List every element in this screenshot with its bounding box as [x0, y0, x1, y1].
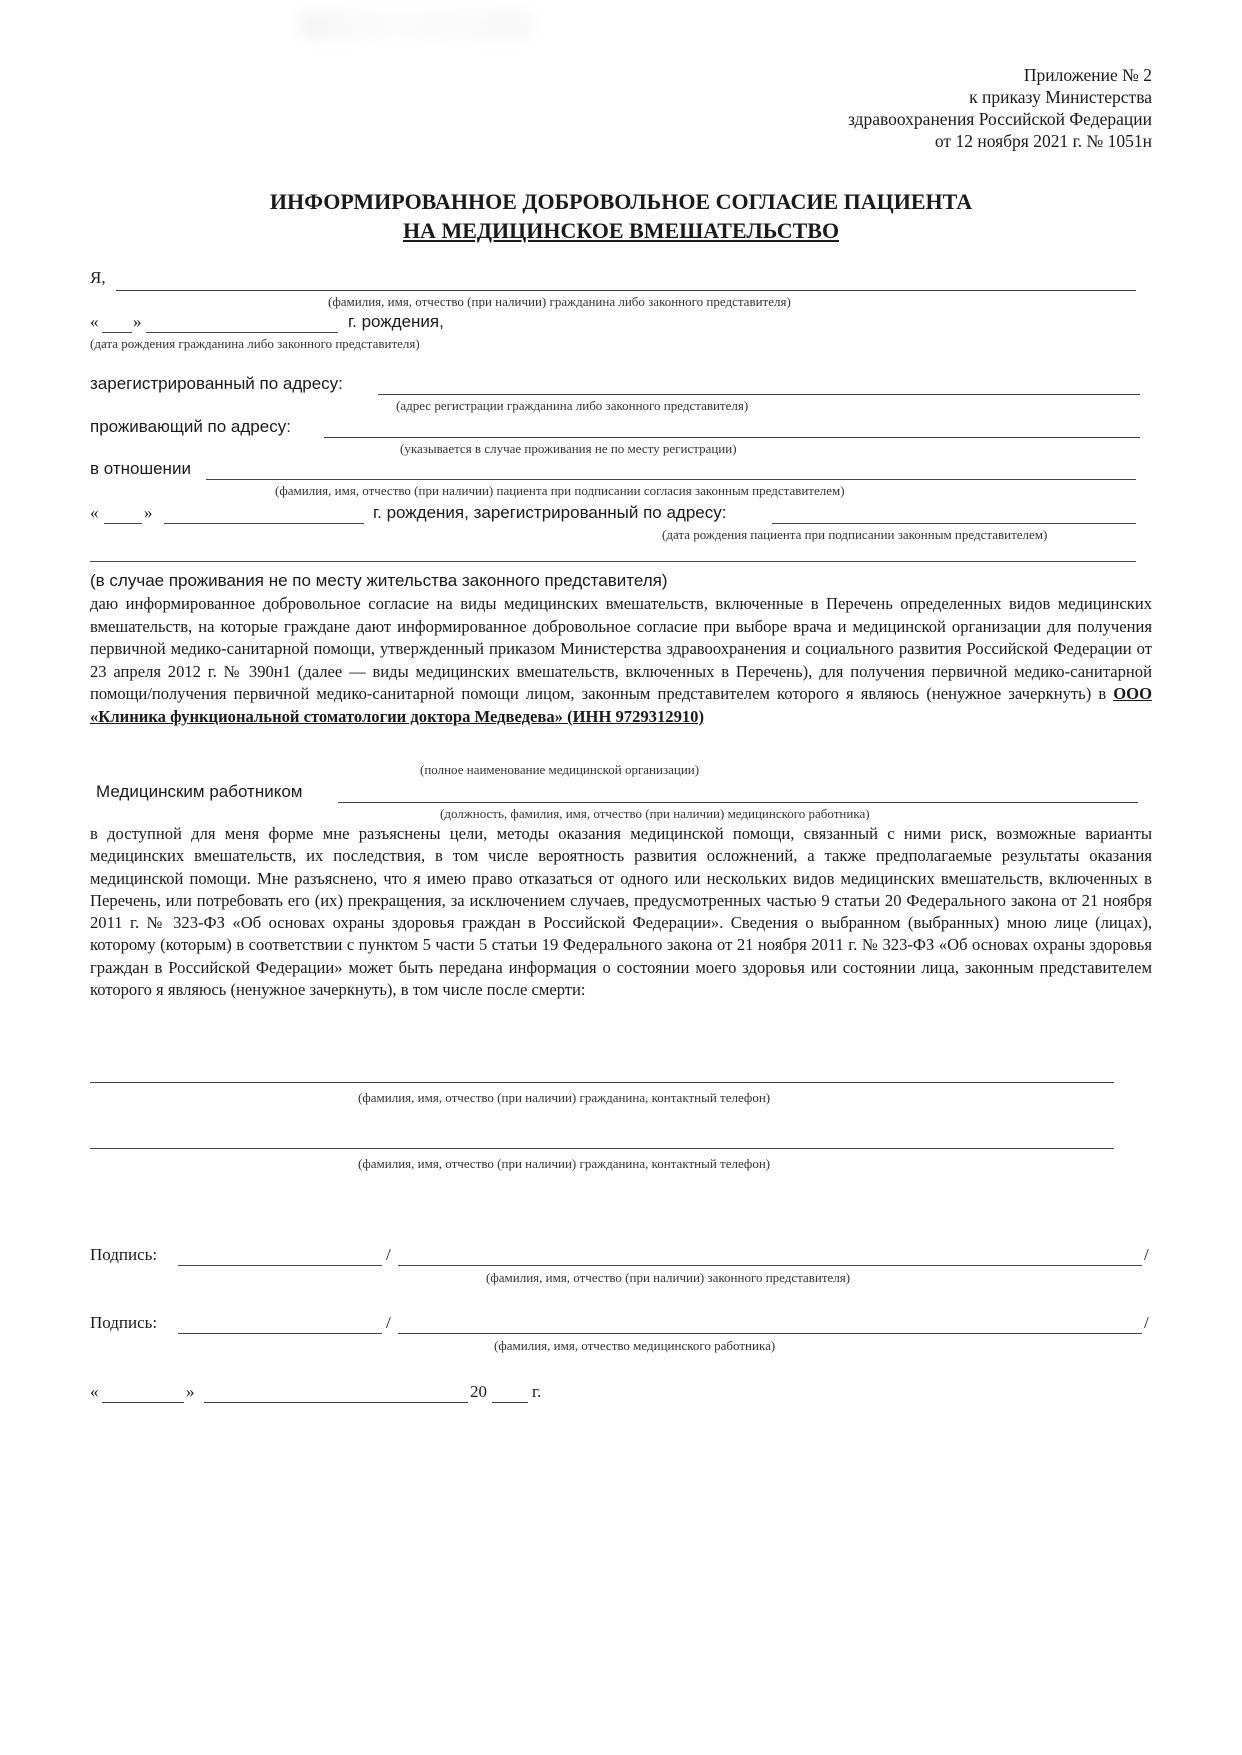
- signature-slash: /: [1144, 1313, 1149, 1332]
- signature-slash: /: [386, 1245, 391, 1264]
- patient-birth-quote-close: »: [144, 503, 153, 522]
- organization-name: ООО «Клиника функциональной стоматологии доктора Медведева» (ИНН 9729312910): [90, 684, 1152, 726]
- signature-slash: /: [1144, 1245, 1149, 1264]
- date-quote-close: »: [186, 1382, 195, 1401]
- signature-label-1: Подпись:: [90, 1245, 158, 1264]
- contact-caption-1: (фамилия, имя, отчество (при наличии) гражданина, контактный телефон): [358, 1090, 771, 1105]
- patient-address-field-2[interactable]: [90, 561, 1136, 562]
- worker-name-field[interactable]: [398, 1333, 1142, 1334]
- patient-birth-reg-label: г. рождения, зарегистрированный по адресу:: [373, 503, 727, 522]
- relation-label: в отношении: [90, 459, 191, 478]
- org-caption: (полное наименование медицинской организации): [420, 762, 700, 777]
- signature-field-1[interactable]: [178, 1265, 382, 1266]
- not-living-note: (в случае проживания не по месту жительства законного представителя): [90, 571, 668, 590]
- header-line: здравоохранения Российской Федерации: [847, 109, 1152, 129]
- relation-caption: (фамилия, имя, отчество (при наличии) пациента при подписании согласия законным представителем): [275, 483, 845, 498]
- ya-label: Я,: [90, 268, 106, 287]
- reg-address-field[interactable]: [378, 394, 1140, 395]
- birth-quote-close: »: [133, 312, 142, 331]
- header-line: от 12 ноября 2021 г. № 1051н: [934, 131, 1152, 151]
- signature-field-2[interactable]: [178, 1333, 382, 1334]
- document-subtitle: [0, 218, 1242, 244]
- patient-address-field[interactable]: [772, 523, 1136, 524]
- live-label: проживающий по адресу:: [90, 417, 291, 436]
- contact-field-1[interactable]: [90, 1082, 1114, 1083]
- contact-caption-2: (фамилия, имя, отчество (при наличии) гражданина, контактный телефон): [358, 1156, 771, 1171]
- document-header: [848, 64, 1152, 152]
- worker-label: Медицинским работником: [96, 782, 303, 801]
- scan-artifact: [300, 10, 530, 40]
- fio-caption: (фамилия, имя, отчество (при наличии) гражданина либо законного представителя): [328, 294, 791, 309]
- birth-day-field[interactable]: [102, 332, 132, 333]
- signature-caption-2: (фамилия, имя, отчество медицинского работника): [494, 1338, 776, 1353]
- representative-name-field[interactable]: [398, 1265, 1142, 1266]
- patient-birth-quote-open: «: [90, 503, 99, 522]
- contact-field-2[interactable]: [90, 1148, 1114, 1149]
- worker-caption: (должность, фамилия, имя, отчество (при наличии) медицинского работника): [440, 806, 870, 821]
- consent-text: даю информированное добровольное согласие на виды медицинских вмешательств, включенные в Перечень определенных видов медицинских вмешательств, на которые граждане дают информированное добровольное согласие при выборе врача и медицинской организации для получения первичной медико-санитарной помощи, утвержденный приказом Министерства здравоохранения и социального развития Российской Федерации от 23 апреля 2012 г. № 390н1 (далее — виды медицинских вмешательств, включенных в Перечень), для получения первичной медико-санитарной помощи/получения первичной медико-санитарной помощи лицом, законным представителем которого я являюсь (ненужное зачеркнуть) в: [90, 594, 1152, 704]
- signature-caption-1: (фамилия, имя, отчество (при наличии) законного представителя): [486, 1270, 851, 1285]
- relation-field[interactable]: [206, 479, 1136, 480]
- year-prefix: 20: [470, 1382, 487, 1401]
- birth-quote-open: «: [90, 312, 99, 331]
- document-title: ИНФОРМИРОВАННОЕ ДОБРОВОЛЬНОЕ СОГЛАСИЕ ПАЦИЕНТА: [269, 189, 973, 214]
- patient-birth-caption: (дата рождения пациента при подписании законным представителем): [662, 527, 1048, 542]
- explanation-paragraph: в доступной для меня форме мне разъяснены цели, методы оказания медицинской помощи, связанный с ними риск, возможные варианты медицинских вмешательств, их последствия, в том числе вероятность развития осложнений, а также предполагаемые результаты оказания медицинской помощи. Мне разъяснено, что я имею право отказаться от одного или нескольких видов медицинских вмешательств, включенных в Перечень, или потребовать его (их) прекращения, за исключением случаев, предусмотренных частью 9 статьи 20 Федерального закона от 21 ноября 2011 г. № 323-ФЗ «Об основах охраны здоровья граждан в Российской Федерации». Сведения о выбранном (выбранных) мною лице (лицах), которому (которым) в соответствии с пунктом 5 части 5 статьи 19 Федерального закона от 21 ноября 2011 г. № 323-ФЗ «Об основах охраны здоровья граждан в Российской Федерации» может быть передана информация о состоянии моего здоровья или состоянии лица, законным представителем которого я являюсь (ненужное зачеркнуть), в том числе после смерти:: [90, 824, 1152, 1000]
- document-subtitle-text: НА МЕДИЦИНСКОЕ ВМЕШАТЕЛЬСТВО: [402, 218, 840, 243]
- birth-label: г. рождения,: [348, 312, 444, 331]
- date-month-field[interactable]: [204, 1402, 468, 1403]
- live-caption: (указывается в случае проживания не по месту регистрации): [400, 441, 737, 456]
- birth-date-field[interactable]: [146, 332, 338, 333]
- date-quote-open: «: [90, 1382, 99, 1401]
- header-line: к приказу Министерства: [969, 87, 1152, 107]
- signature-slash: /: [386, 1313, 391, 1332]
- year-field[interactable]: [492, 1402, 528, 1403]
- year-suffix: г.: [532, 1382, 542, 1401]
- birth-caption: (дата рождения гражданина либо законного представителя): [90, 336, 420, 351]
- patient-birth-date-field[interactable]: [164, 523, 364, 524]
- worker-field[interactable]: [338, 802, 1138, 803]
- fio-field[interactable]: [116, 290, 1136, 291]
- consent-paragraph: [90, 593, 1152, 729]
- reg-label: зарегистрированный по адресу:: [90, 374, 343, 393]
- signature-label-2: Подпись:: [90, 1313, 158, 1332]
- patient-birth-day-field[interactable]: [104, 523, 142, 524]
- date-day-field[interactable]: [102, 1402, 184, 1403]
- live-address-field[interactable]: [324, 437, 1140, 438]
- header-line: Приложение № 2: [1023, 65, 1152, 85]
- reg-caption: (адрес регистрации гражданина либо законного представителя): [396, 398, 749, 413]
